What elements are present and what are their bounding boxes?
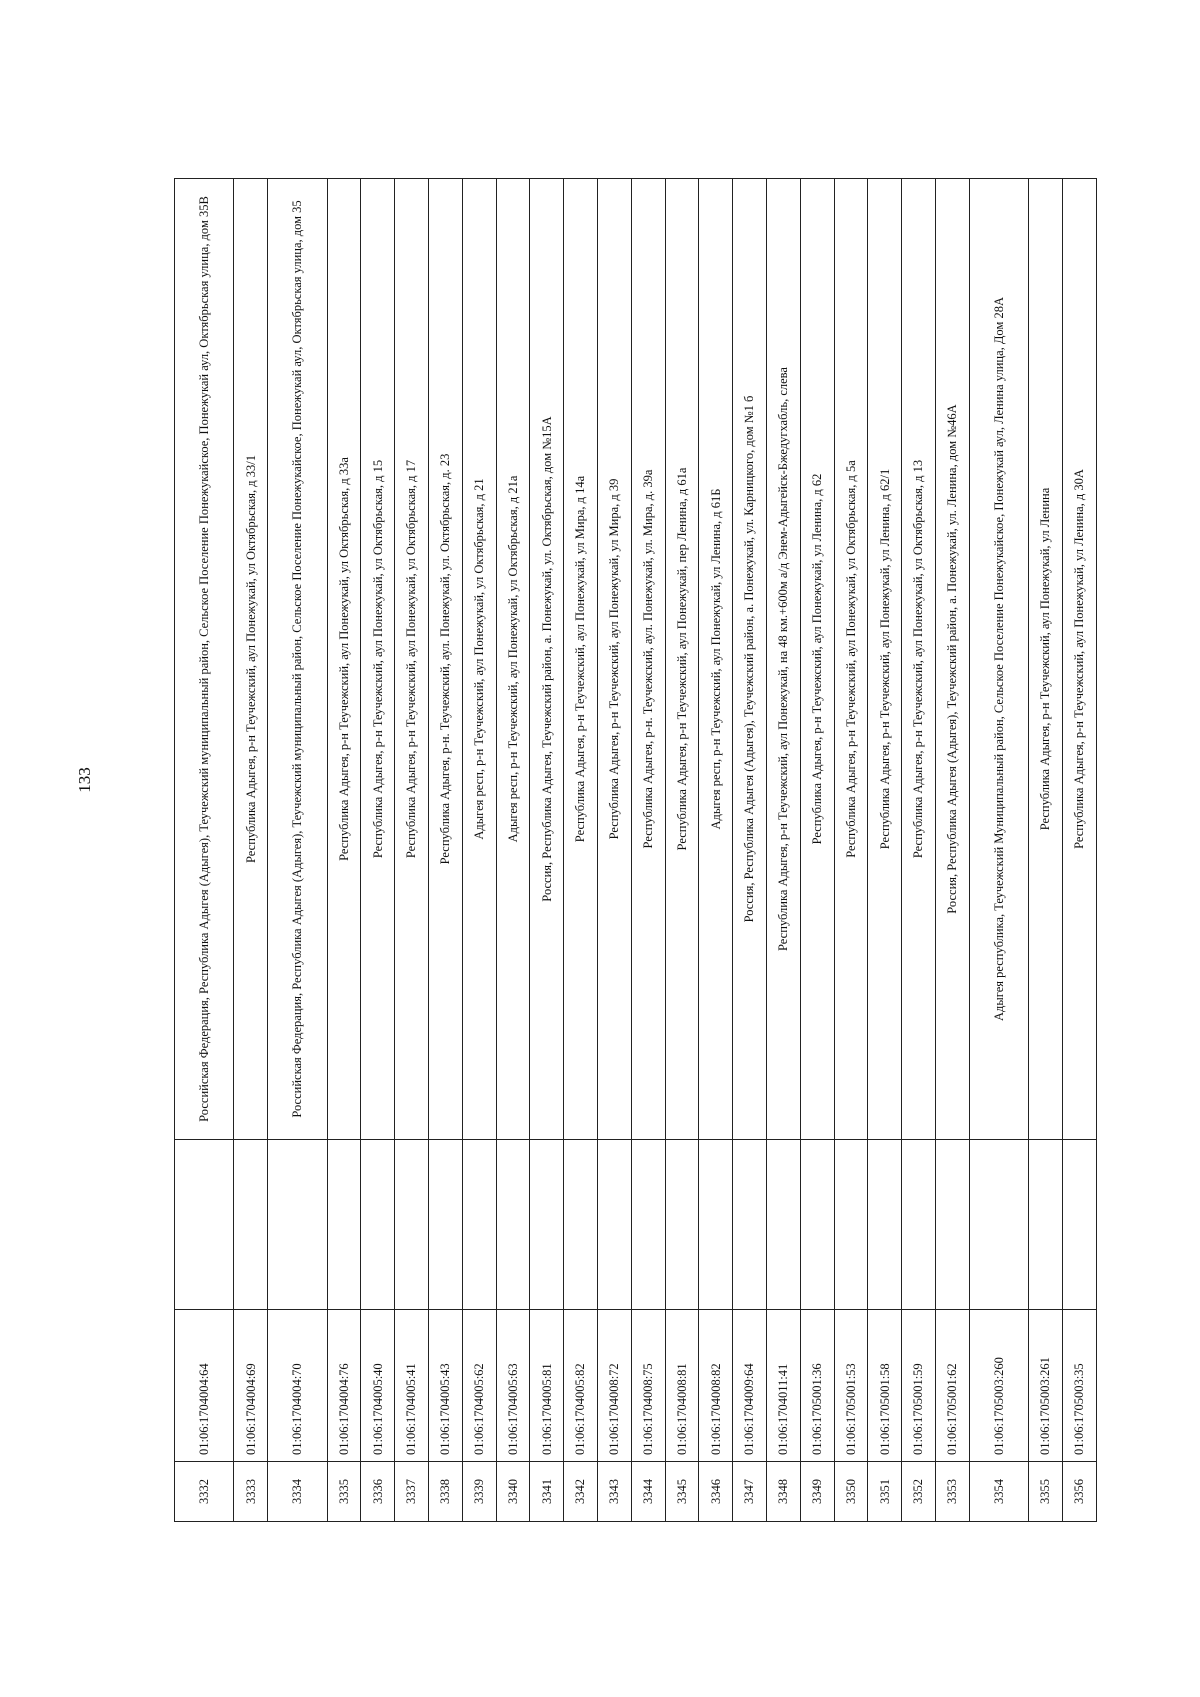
cadastral-number-cell: 01:06:1705003:261 <box>1029 1310 1063 1462</box>
address-cell: Адыгея респ, р-н Теучежский, аул Понежукай, ул Октябрьская, д 21 <box>462 179 496 1140</box>
address-cell: Адыгея респ, р-н Теучежский, аул Понежукай, ул Октябрьская, д 21а <box>496 179 530 1140</box>
address-cell: Адыгея респ, р-н Теучежский, аул Понежукай, ул Ленина, д 61Б <box>699 179 733 1140</box>
table-row <box>800 179 834 1522</box>
empty-cell <box>234 1140 268 1310</box>
row-number-cell: 3332 <box>175 1462 234 1522</box>
empty-cell <box>935 1140 969 1310</box>
cadastral-number-cell: 01:06:1704005:43 <box>428 1310 462 1462</box>
cadastral-number-cell: 01:06:1704008:72 <box>597 1310 631 1462</box>
row-number-cell: 3344 <box>631 1462 665 1522</box>
cadastral-number-cell: 01:06:1705001:62 <box>935 1310 969 1462</box>
table-row <box>1062 179 1096 1522</box>
row-number-cell: 3346 <box>699 1462 733 1522</box>
empty-cell <box>766 1140 800 1310</box>
cadastral-number-cell: 01:06:1704009:64 <box>733 1310 767 1462</box>
table-row <box>462 179 496 1522</box>
registry-table <box>174 178 1097 1522</box>
address-cell: Республика Адыгея, р-н. Теучежский, аул. Понежукай, ул. Мира, д. 39а <box>631 179 665 1140</box>
empty-cell <box>1029 1140 1063 1310</box>
table-row <box>597 179 631 1522</box>
row-number-cell: 3345 <box>665 1462 699 1522</box>
address-cell: Республика Адыгея, р-н Теучежский, аул Понежукай, ул Октябрьская, д 13 <box>902 179 936 1140</box>
table-row <box>175 179 234 1522</box>
cadastral-number-cell: 01:06:1704008:81 <box>665 1310 699 1462</box>
row-number-cell: 3342 <box>564 1462 598 1522</box>
cadastral-number-cell: 01:06:1704005:41 <box>395 1310 429 1462</box>
empty-cell <box>1062 1140 1096 1310</box>
empty-cell <box>530 1140 564 1310</box>
row-number-cell: 3335 <box>327 1462 361 1522</box>
table-row <box>766 179 800 1522</box>
cadastral-number-cell: 01:06:1705001:58 <box>868 1310 902 1462</box>
page-number-text: 133 <box>75 767 94 793</box>
row-number-cell: 3336 <box>361 1462 395 1522</box>
table-row <box>699 179 733 1522</box>
table-row <box>395 179 429 1522</box>
table-row <box>361 179 395 1522</box>
table-row <box>530 179 564 1522</box>
cadastral-number-cell: 01:06:1705001:59 <box>902 1310 936 1462</box>
table-row <box>935 179 969 1522</box>
empty-cell <box>902 1140 936 1310</box>
empty-cell <box>496 1140 530 1310</box>
row-number-cell: 3339 <box>462 1462 496 1522</box>
registry-table-body <box>175 179 1097 1522</box>
row-number-cell: 3338 <box>428 1462 462 1522</box>
cadastral-number-cell: 01:06:1704005:63 <box>496 1310 530 1462</box>
row-number-cell: 3333 <box>234 1462 268 1522</box>
cadastral-number-cell: 01:06:1704005:62 <box>462 1310 496 1462</box>
empty-cell <box>428 1140 462 1310</box>
empty-cell <box>800 1140 834 1310</box>
cadastral-number-cell: 01:06:1705003:35 <box>1062 1310 1096 1462</box>
address-cell: Республика Адыгея, р-н Теучежский, аул Понежукай, пер Ленина, д 61а <box>665 179 699 1140</box>
address-cell: Адыгея республика, Теучежский Муниципальный район, Сельское Поселение Понежукайское, Понежукай аул, Ленина улица, Дом 28А <box>969 179 1028 1140</box>
table-row <box>733 179 767 1522</box>
address-cell: Республика Адыгея, р-н Теучежский, аул Понежукай, ул Октябрьская, д 33а <box>327 179 361 1140</box>
row-number-cell: 3341 <box>530 1462 564 1522</box>
address-cell: Республика Адыгея, р-н Теучежский, аул Понежукай, ул Ленина, д 62/1 <box>868 179 902 1140</box>
row-number-cell: 3356 <box>1062 1462 1096 1522</box>
row-number-cell: 3334 <box>268 1462 327 1522</box>
table-row <box>902 179 936 1522</box>
table-row <box>268 179 327 1522</box>
address-cell: Россия, Республика Адыгея, Теучежский район, а. Понежукай, ул. Октябрьская, дом №15А <box>530 179 564 1140</box>
empty-cell <box>327 1140 361 1310</box>
cadastral-number-cell: 01:06:1704005:40 <box>361 1310 395 1462</box>
empty-cell <box>175 1140 234 1310</box>
address-cell: Российская Федерация, Республика Адыгея (Адыгея), Теучежский муниципальный район, Сельское Поселение Понежукайское, Понежукай аул, Октябрьская улица, дом 35 <box>268 179 327 1140</box>
row-number-cell: 3350 <box>834 1462 868 1522</box>
empty-cell <box>699 1140 733 1310</box>
row-number-cell: 3352 <box>902 1462 936 1522</box>
address-cell: Республика Адыгея, р-н Теучежский, аул Понежукай, ул Ленина, д 62 <box>800 179 834 1140</box>
cadastral-number-cell: 01:06:1704011:41 <box>766 1310 800 1462</box>
address-cell: Республика Адыгея, р-н Теучежский, аул Понежукай, ул Октябрьская, д 5а <box>834 179 868 1140</box>
cadastral-number-cell: 01:06:1704005:82 <box>564 1310 598 1462</box>
cadastral-number-cell: 01:06:1704008:75 <box>631 1310 665 1462</box>
table-row <box>868 179 902 1522</box>
address-cell: Республика Адыгея, р-н. Теучежский, аул. Понежукай, ул. Октябрьская, д. 23 <box>428 179 462 1140</box>
empty-cell <box>733 1140 767 1310</box>
cadastral-number-cell: 01:06:1705001:36 <box>800 1310 834 1462</box>
table-row <box>631 179 665 1522</box>
table-row <box>234 179 268 1522</box>
empty-cell <box>564 1140 598 1310</box>
row-number-cell: 3349 <box>800 1462 834 1522</box>
empty-cell <box>597 1140 631 1310</box>
row-number-cell: 3355 <box>1029 1462 1063 1522</box>
address-cell: Республика Адыгея, р-н Теучежский, аул Понежукай, ул Мира, д 39 <box>597 179 631 1140</box>
cadastral-number-cell: 01:06:1705003:260 <box>969 1310 1028 1462</box>
row-number-cell: 3348 <box>766 1462 800 1522</box>
empty-cell <box>834 1140 868 1310</box>
row-number-cell: 3354 <box>969 1462 1028 1522</box>
address-cell: Россия, Республика Адыгея (Адыгея), Теучежский район, а. Понежукай, ул. Ленина, дом №46А <box>935 179 969 1140</box>
empty-cell <box>868 1140 902 1310</box>
table-row <box>327 179 361 1522</box>
row-number-cell: 3340 <box>496 1462 530 1522</box>
cadastral-number-cell: 01:06:1704004:70 <box>268 1310 327 1462</box>
address-cell: Республика Адыгея, р-н Теучежский, аул Понежукай, ул Ленина <box>1029 179 1063 1140</box>
empty-cell <box>969 1140 1028 1310</box>
cadastral-number-cell: 01:06:1704004:76 <box>327 1310 361 1462</box>
empty-cell <box>361 1140 395 1310</box>
empty-cell <box>631 1140 665 1310</box>
table-row <box>428 179 462 1522</box>
cadastral-number-cell: 01:06:1705001:53 <box>834 1310 868 1462</box>
address-cell: Республика Адыгея, р-н Теучежский, аул Понежукай, ул Ленина, д 30А <box>1062 179 1096 1140</box>
row-number-cell: 3353 <box>935 1462 969 1522</box>
address-cell: Республика Адыгея, р-н Теучежский, аул Понежукай, ул Октябрьская, д 33/1 <box>234 179 268 1140</box>
row-number-cell: 3351 <box>868 1462 902 1522</box>
address-cell: Республика Адыгея, р-н Теучежский, аул Понежукай, ул Октябрьская, д 17 <box>395 179 429 1140</box>
cadastral-number-cell: 01:06:1704008:82 <box>699 1310 733 1462</box>
table-row <box>834 179 868 1522</box>
empty-cell <box>268 1140 327 1310</box>
table-row <box>564 179 598 1522</box>
address-cell: Республика Адыгея, р-н Теучежский, аул Понежукай, ул Октябрьская, д 15 <box>361 179 395 1140</box>
address-cell: Россия, Республика Адыгея (Адыгея), Теучежский район, а. Понежукай, ул. Карницкого, дом №1 б <box>733 179 767 1140</box>
address-cell: Республика Адыгея, р-н Теучежский, аул Понежукай, на 48 км.+600м а/д Энем-Адыгейск-Бжедугхабль, слева <box>766 179 800 1140</box>
rotated-table-container <box>174 179 1097 1522</box>
cadastral-number-cell: 01:06:1704004:69 <box>234 1310 268 1462</box>
table-row <box>496 179 530 1522</box>
empty-cell <box>665 1140 699 1310</box>
page-number <box>60 760 110 800</box>
address-cell: Республика Адыгея, р-н Теучежский, аул Понежукай, ул Мира, д 14а <box>564 179 598 1140</box>
table-row <box>1029 179 1063 1522</box>
row-number-cell: 3337 <box>395 1462 429 1522</box>
table-row <box>969 179 1028 1522</box>
empty-cell <box>462 1140 496 1310</box>
cadastral-number-cell: 01:06:1704005:81 <box>530 1310 564 1462</box>
row-number-cell: 3343 <box>597 1462 631 1522</box>
cadastral-number-cell: 01:06:1704004:64 <box>175 1310 234 1462</box>
empty-cell <box>395 1140 429 1310</box>
address-cell: Российская Федерация, Республика Адыгея (Адыгея), Теучежский муниципальный район, Сельское Поселение Понежукайское, Понежукай аул, Октябрьская улица, дом 35В <box>175 179 234 1140</box>
row-number-cell: 3347 <box>733 1462 767 1522</box>
table-row <box>665 179 699 1522</box>
